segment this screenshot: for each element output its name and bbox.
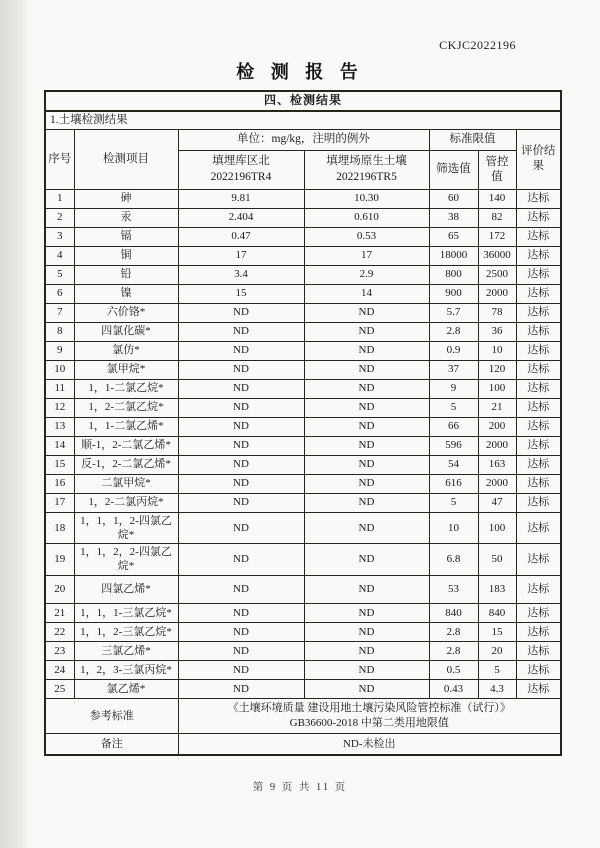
- row-seq: 24: [45, 660, 74, 679]
- header-sample1: [178, 150, 304, 189]
- row-screening: 10: [429, 512, 478, 544]
- row-seq: 19: [45, 544, 74, 576]
- row-value-tr5: 0.610: [304, 208, 429, 227]
- row-seq: 7: [45, 303, 74, 322]
- row-control: 47: [478, 493, 516, 512]
- reference-line1: 《土壤环境质量 建设用地土壤污染风险管控标准（试行）》: [227, 701, 511, 714]
- row-screening: 2.8: [429, 322, 478, 341]
- page-title: 检 测 报 告: [236, 62, 364, 82]
- row-value-tr5: ND: [304, 474, 429, 493]
- row-item: 铅: [74, 265, 178, 284]
- row-result: 达标: [516, 303, 561, 322]
- results-body: [45, 189, 561, 698]
- row-result: 达标: [516, 322, 561, 341]
- row-value-tr5: ND: [304, 322, 429, 341]
- row-seq: 5: [45, 265, 74, 284]
- row-screening: 6.8: [429, 544, 478, 576]
- row-result: 达标: [516, 189, 561, 208]
- subsection-title-row: [45, 111, 561, 130]
- row-screening: 800: [429, 265, 478, 284]
- row-result: 达标: [516, 436, 561, 455]
- row-control: 20: [478, 641, 516, 660]
- row-value-tr4: ND: [178, 641, 304, 660]
- note-label: 备注: [45, 733, 178, 755]
- row-seq: 4: [45, 246, 74, 265]
- row-control: 120: [478, 360, 516, 379]
- row-seq: 22: [45, 622, 74, 641]
- row-item: 四氯乙烯*: [74, 575, 178, 603]
- row-result: 达标: [516, 208, 561, 227]
- table-row: [45, 360, 561, 379]
- row-item: 1，1，1-三氯乙烷*: [74, 603, 178, 622]
- row-seq: 6: [45, 284, 74, 303]
- table-header: [45, 91, 561, 189]
- row-value-tr4: ND: [178, 544, 304, 576]
- row-value-tr4: 15: [178, 284, 304, 303]
- row-value-tr5: ND: [304, 379, 429, 398]
- row-item: 1，2-二氯丙烷*: [74, 493, 178, 512]
- row-result: 达标: [516, 679, 561, 698]
- row-value-tr4: 0.47: [178, 227, 304, 246]
- row-value-tr5: 14: [304, 284, 429, 303]
- row-control: 5: [478, 660, 516, 679]
- header-unit-note: 单位：mg/kg，注明的例外: [178, 129, 429, 150]
- row-value-tr4: ND: [178, 360, 304, 379]
- row-result: 达标: [516, 284, 561, 303]
- row-value-tr5: 17: [304, 246, 429, 265]
- row-value-tr4: ND: [178, 455, 304, 474]
- table-row: [45, 227, 561, 246]
- row-screening: 840: [429, 603, 478, 622]
- row-result: 达标: [516, 360, 561, 379]
- table-row: [45, 322, 561, 341]
- table-row: [45, 208, 561, 227]
- row-seq: 10: [45, 360, 74, 379]
- row-value-tr4: 17: [178, 246, 304, 265]
- row-value-tr4: ND: [178, 474, 304, 493]
- row-item: 1，2-二氯乙烷*: [74, 398, 178, 417]
- row-result: 达标: [516, 455, 561, 474]
- row-control: 21: [478, 398, 516, 417]
- row-control: 36: [478, 322, 516, 341]
- row-item: 六价铬*: [74, 303, 178, 322]
- table-row: [45, 603, 561, 622]
- row-seq: 14: [45, 436, 74, 455]
- row-screening: 66: [429, 417, 478, 436]
- table-row: [45, 455, 561, 474]
- row-control: 10: [478, 341, 516, 360]
- table-row: [45, 398, 561, 417]
- row-value-tr5: ND: [304, 512, 429, 544]
- row-item: 汞: [74, 208, 178, 227]
- row-screening: 0.43: [429, 679, 478, 698]
- header-row-1: [45, 129, 561, 150]
- row-control: 15: [478, 622, 516, 641]
- row-seq: 21: [45, 603, 74, 622]
- row-control: 36000: [478, 246, 516, 265]
- reference-standard-row: [45, 698, 561, 733]
- table-row: [45, 246, 561, 265]
- row-seq: 2: [45, 208, 74, 227]
- row-result: 达标: [516, 398, 561, 417]
- table-row: [45, 303, 561, 322]
- table-row: [45, 284, 561, 303]
- table-row: [45, 575, 561, 603]
- row-value-tr5: ND: [304, 417, 429, 436]
- row-value-tr5: ND: [304, 303, 429, 322]
- section-title-row: [45, 91, 561, 111]
- row-value-tr5: ND: [304, 622, 429, 641]
- subsection-title: 1.土壤检测结果: [45, 111, 561, 130]
- row-seq: 25: [45, 679, 74, 698]
- row-item: 顺-1，2-二氯乙烯*: [74, 436, 178, 455]
- row-value-tr4: ND: [178, 660, 304, 679]
- row-value-tr4: ND: [178, 575, 304, 603]
- table-row: [45, 641, 561, 660]
- row-value-tr5: ND: [304, 341, 429, 360]
- row-item: 氯甲烷*: [74, 360, 178, 379]
- section-title: 四、检测结果: [45, 91, 561, 111]
- row-result: 达标: [516, 544, 561, 576]
- row-seq: 18: [45, 512, 74, 544]
- row-value-tr4: ND: [178, 398, 304, 417]
- sample1-name: 填埋库区北: [212, 155, 270, 168]
- header-control: 管控值: [478, 150, 516, 189]
- row-item: 四氯化碳*: [74, 322, 178, 341]
- table-row: [45, 341, 561, 360]
- report-number: CKJC2022196: [439, 38, 516, 52]
- table-row: [45, 417, 561, 436]
- reference-label: 参考标准: [45, 698, 178, 733]
- row-value-tr5: ND: [304, 455, 429, 474]
- row-value-tr5: 2.9: [304, 265, 429, 284]
- table-row: [45, 660, 561, 679]
- table-row: [45, 679, 561, 698]
- row-screening: 5: [429, 493, 478, 512]
- row-result: 达标: [516, 474, 561, 493]
- row-value-tr5: ND: [304, 679, 429, 698]
- row-result: 达标: [516, 622, 561, 641]
- row-value-tr4: 2.404: [178, 208, 304, 227]
- row-value-tr4: ND: [178, 417, 304, 436]
- sample1-code: 2022196TR4: [210, 170, 272, 183]
- sample2-code: 2022196TR5: [336, 170, 397, 183]
- row-seq: 23: [45, 641, 74, 660]
- row-item: 1，1，2-三氯乙烷*: [74, 622, 178, 641]
- scan-edge-shadow: [0, 0, 30, 848]
- row-value-tr5: ND: [304, 660, 429, 679]
- row-control: 4.3: [478, 679, 516, 698]
- row-value-tr4: ND: [178, 322, 304, 341]
- row-item: 二氯甲烷*: [74, 474, 178, 493]
- header-seq-label: 序号: [48, 152, 72, 165]
- row-item: 1，2，3-三氯丙烷*: [74, 660, 178, 679]
- row-value-tr5: ND: [304, 493, 429, 512]
- row-value-tr4: ND: [178, 493, 304, 512]
- row-control: 100: [478, 512, 516, 544]
- header-seq: [45, 129, 74, 189]
- row-screening: 5.7: [429, 303, 478, 322]
- row-control: 2500: [478, 265, 516, 284]
- row-seq: 13: [45, 417, 74, 436]
- row-control: 50: [478, 544, 516, 576]
- row-screening: 54: [429, 455, 478, 474]
- row-item: 1，1，1，2-四氯乙烷*: [74, 512, 178, 544]
- row-seq: 3: [45, 227, 74, 246]
- note-value: ND-未检出: [178, 733, 561, 755]
- sample2-name: 填埋场原生土壤: [326, 155, 407, 168]
- header-limits: 标准限值: [429, 129, 516, 150]
- row-item: 铜: [74, 246, 178, 265]
- row-control: 140: [478, 189, 516, 208]
- row-seq: 17: [45, 493, 74, 512]
- row-item: 砷: [74, 189, 178, 208]
- page-number: 第 9 页 共 11 页: [252, 782, 348, 793]
- row-value-tr5: ND: [304, 641, 429, 660]
- row-result: 达标: [516, 660, 561, 679]
- row-value-tr4: ND: [178, 512, 304, 544]
- row-control: 82: [478, 208, 516, 227]
- table-footer: [45, 698, 561, 755]
- soil-results-table: [44, 90, 562, 756]
- row-result: 达标: [516, 575, 561, 603]
- row-seq: 8: [45, 322, 74, 341]
- row-value-tr4: ND: [178, 303, 304, 322]
- row-screening: 60: [429, 189, 478, 208]
- row-seq: 16: [45, 474, 74, 493]
- row-result: 达标: [516, 246, 561, 265]
- row-result: 达标: [516, 265, 561, 284]
- table-row: [45, 544, 561, 576]
- row-screening: 53: [429, 575, 478, 603]
- note-row: [45, 733, 561, 755]
- row-value-tr5: ND: [304, 575, 429, 603]
- table-row: [45, 379, 561, 398]
- row-control: 78: [478, 303, 516, 322]
- row-result: 达标: [516, 379, 561, 398]
- header-screening: 筛选值: [429, 150, 478, 189]
- row-result: 达标: [516, 417, 561, 436]
- row-screening: 37: [429, 360, 478, 379]
- row-value-tr5: ND: [304, 436, 429, 455]
- row-value-tr5: ND: [304, 398, 429, 417]
- row-result: 达标: [516, 227, 561, 246]
- row-item: 1，1，2，2-四氯乙烷*: [74, 544, 178, 576]
- row-value-tr4: ND: [178, 379, 304, 398]
- table-row: [45, 493, 561, 512]
- row-screening: 0.5: [429, 660, 478, 679]
- table-row: [45, 189, 561, 208]
- row-screening: 2.8: [429, 641, 478, 660]
- row-seq: 9: [45, 341, 74, 360]
- row-screening: 18000: [429, 246, 478, 265]
- row-control: 172: [478, 227, 516, 246]
- row-control: 2000: [478, 436, 516, 455]
- header-item: 检测项目: [74, 129, 178, 189]
- row-item: 氯仿*: [74, 341, 178, 360]
- row-value-tr4: ND: [178, 603, 304, 622]
- table-row: [45, 512, 561, 544]
- row-value-tr5: 10.30: [304, 189, 429, 208]
- row-item: 反-1，2-二氯乙烯*: [74, 455, 178, 474]
- row-item: 氯乙烯*: [74, 679, 178, 698]
- row-value-tr5: 0.53: [304, 227, 429, 246]
- row-result: 达标: [516, 603, 561, 622]
- table-row: [45, 622, 561, 641]
- reference-line2: GB36600-2018 中第二类用地限值: [289, 716, 449, 729]
- row-value-tr4: ND: [178, 341, 304, 360]
- table-row: [45, 265, 561, 284]
- header-sample2: [304, 150, 429, 189]
- row-control: 840: [478, 603, 516, 622]
- row-value-tr4: 3.4: [178, 265, 304, 284]
- row-result: 达标: [516, 641, 561, 660]
- row-value-tr4: ND: [178, 679, 304, 698]
- row-value-tr4: ND: [178, 436, 304, 455]
- row-screening: 596: [429, 436, 478, 455]
- row-screening: 9: [429, 379, 478, 398]
- row-screening: 2.8: [429, 622, 478, 641]
- row-value-tr5: ND: [304, 360, 429, 379]
- row-result: 达标: [516, 493, 561, 512]
- row-screening: 5: [429, 398, 478, 417]
- row-screening: 0.9: [429, 341, 478, 360]
- row-seq: 20: [45, 575, 74, 603]
- row-item: 三氯乙烯*: [74, 641, 178, 660]
- table-row: [45, 474, 561, 493]
- row-control: 2000: [478, 474, 516, 493]
- row-control: 183: [478, 575, 516, 603]
- row-screening: 65: [429, 227, 478, 246]
- row-control: 100: [478, 379, 516, 398]
- row-screening: 38: [429, 208, 478, 227]
- row-seq: 12: [45, 398, 74, 417]
- reference-value: [178, 698, 561, 733]
- row-result: 达标: [516, 341, 561, 360]
- row-result: 达标: [516, 512, 561, 544]
- row-value-tr5: ND: [304, 603, 429, 622]
- row-item: 镉: [74, 227, 178, 246]
- row-seq: 11: [45, 379, 74, 398]
- row-value-tr5: ND: [304, 544, 429, 576]
- row-item: 1，1-二氯乙烯*: [74, 417, 178, 436]
- row-screening: 900: [429, 284, 478, 303]
- row-item: 1，1-二氯乙烷*: [74, 379, 178, 398]
- row-seq: 15: [45, 455, 74, 474]
- row-control: 2000: [478, 284, 516, 303]
- row-screening: 616: [429, 474, 478, 493]
- row-control: 200: [478, 417, 516, 436]
- table-row: [45, 436, 561, 455]
- row-value-tr4: ND: [178, 622, 304, 641]
- header-evaluation: 评价结果: [516, 129, 561, 189]
- row-value-tr4: 9.81: [178, 189, 304, 208]
- row-item: 镍: [74, 284, 178, 303]
- row-control: 163: [478, 455, 516, 474]
- row-seq: 1: [45, 189, 74, 208]
